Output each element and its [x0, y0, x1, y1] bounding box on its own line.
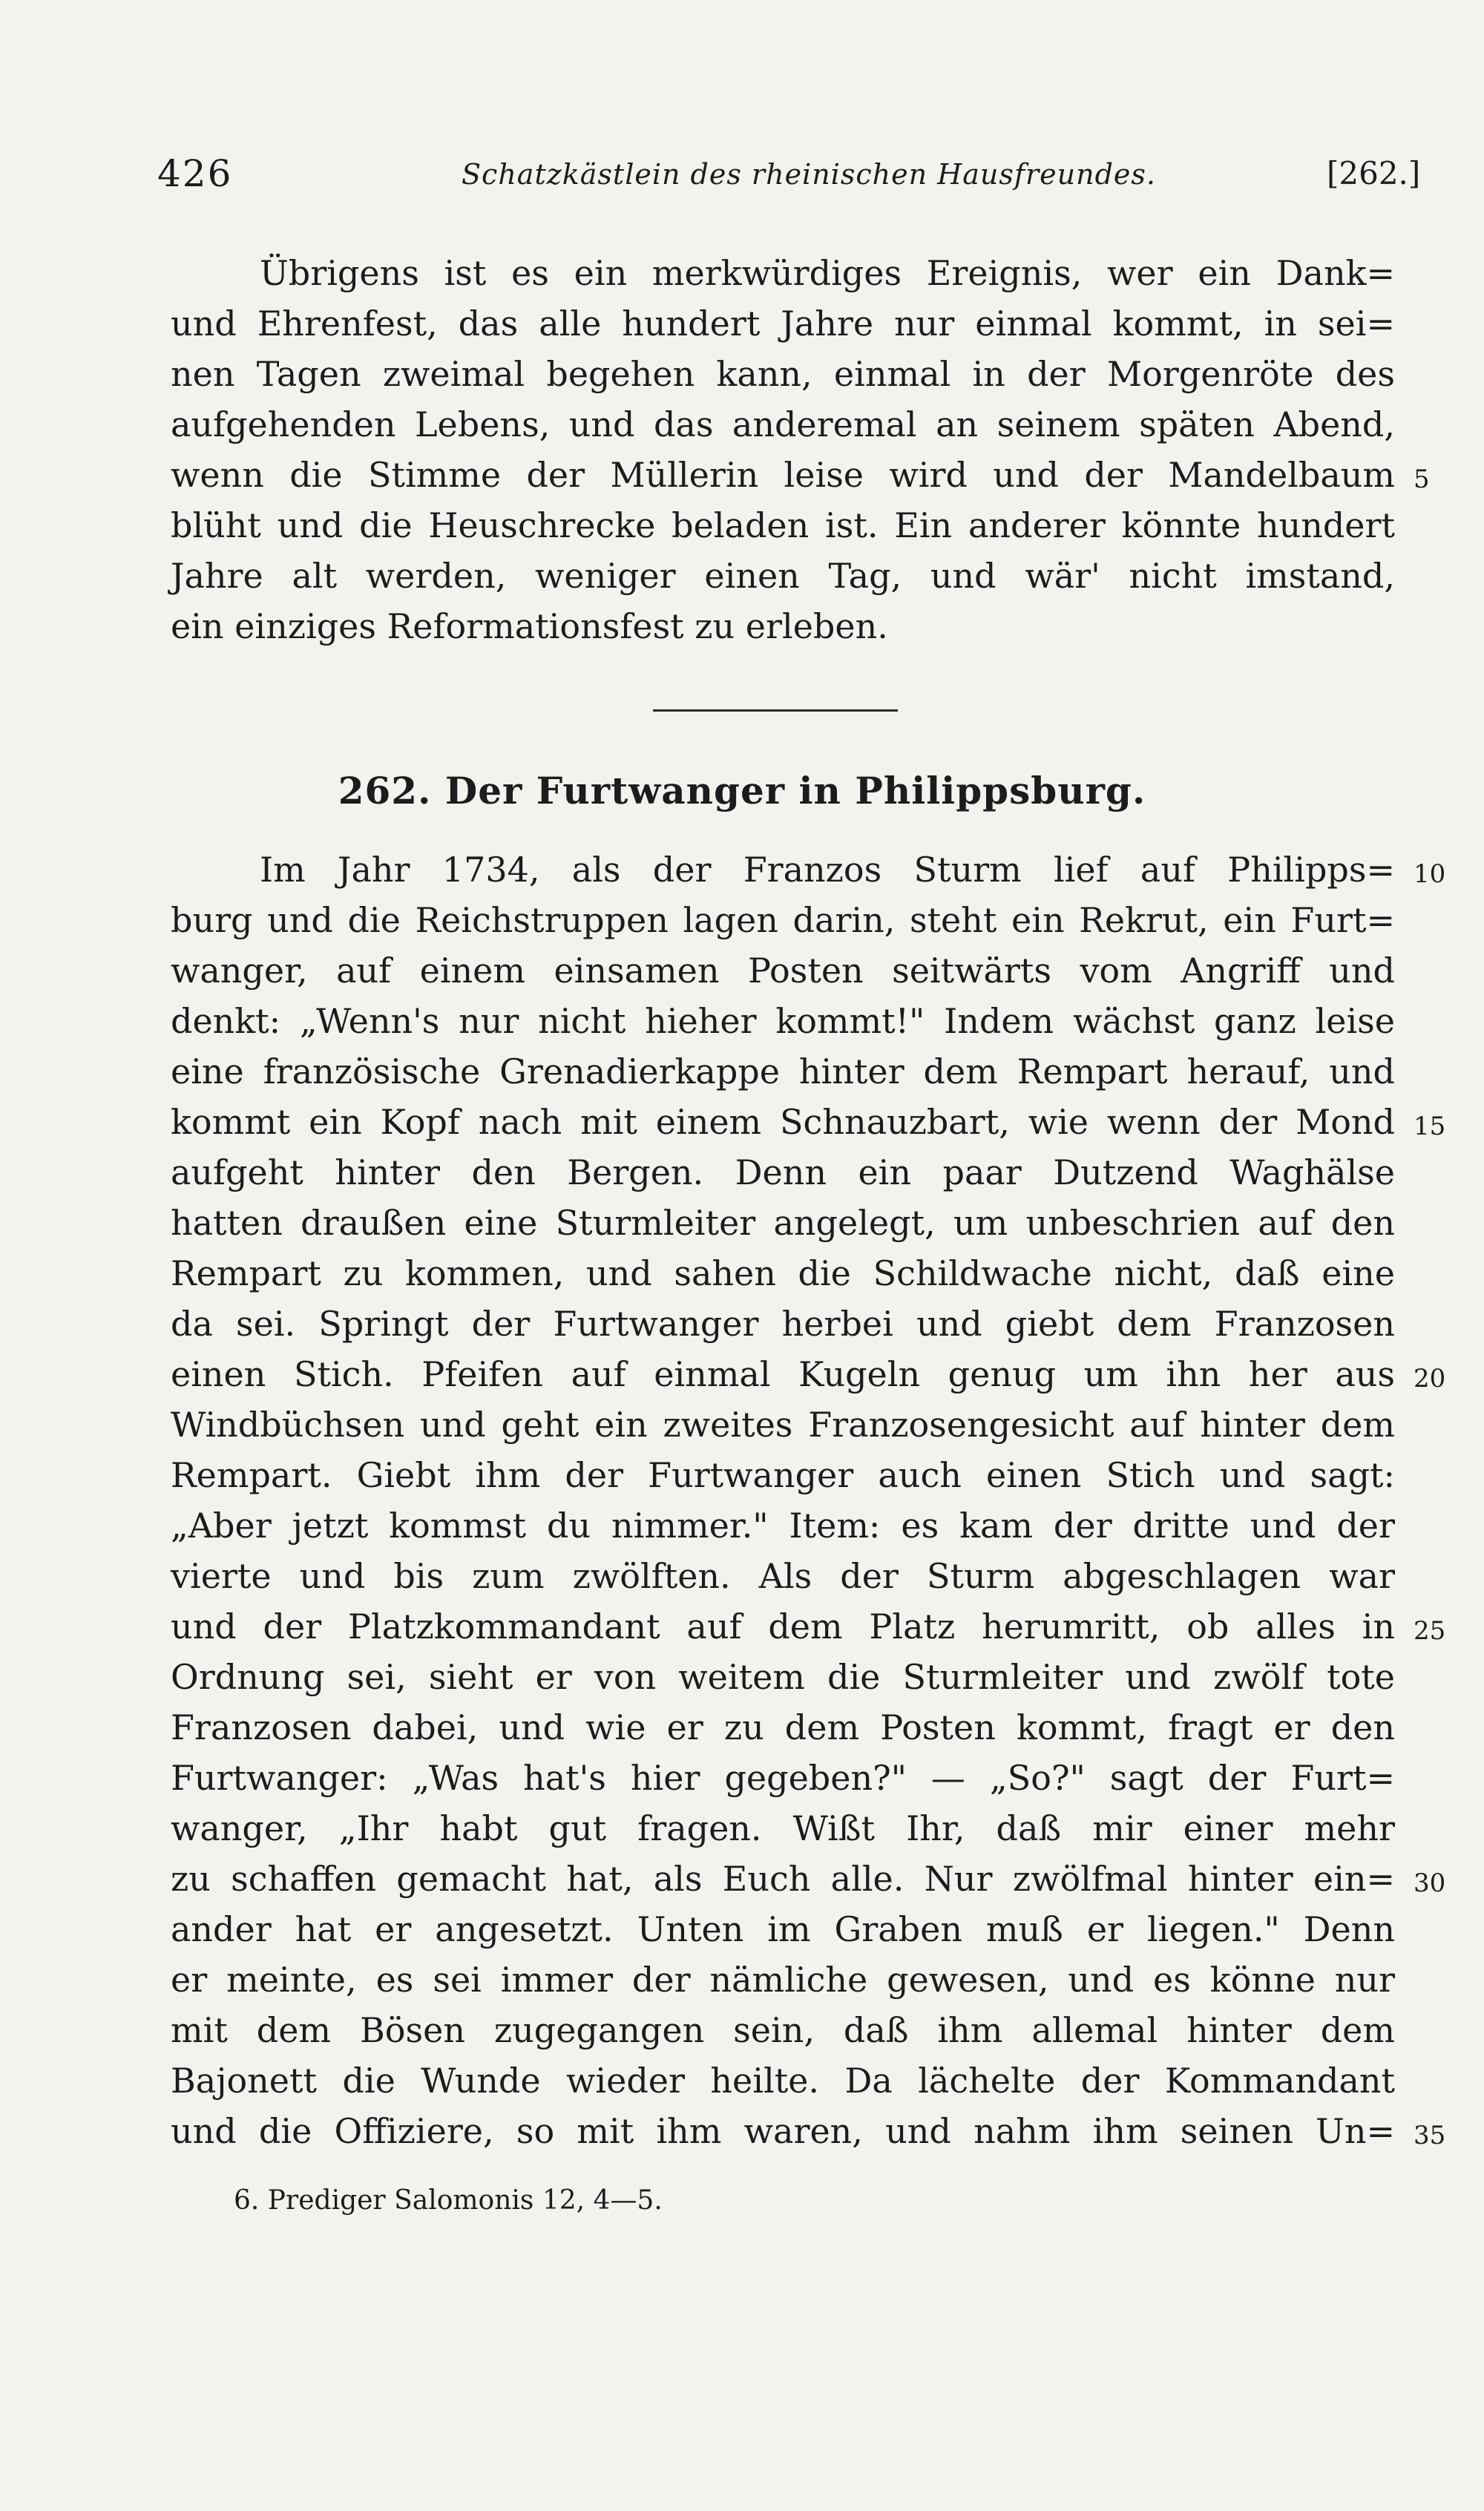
- line-number: 30: [1414, 1868, 1446, 1898]
- text-line: mit dem Bösen zugegangen sein, daß ihm allemal hinter dem: [171, 2010, 1395, 2050]
- text-line: Jahre alt werden, weniger einen Tag, und wär' nicht imstand,: [171, 556, 1395, 596]
- text-line: wanger, auf einem einsamen Posten seitwärts vom Angriff und: [171, 951, 1395, 991]
- text-line: ander hat er angesetzt. Unten im Graben muß er liegen." Denn: [171, 1909, 1395, 1949]
- paragraph-furtwanger: [171, 844, 1395, 2156]
- footnote: 6. Prediger Salomonis 12, 4—5.: [234, 2185, 663, 2216]
- page-header: [0, 152, 1484, 204]
- text-line: Furtwanger: „Was hat's hier gegeben?" — „So?" sagt der Furt=: [171, 1758, 1395, 1798]
- text-line: Windbüchsen und geht ein zweites Franzosengesicht auf hinter dem: [171, 1405, 1395, 1445]
- text-line: vierte und bis zum zwölften. Als der Sturm abgeschlagen war: [171, 1556, 1395, 1596]
- text-line: aufgehenden Lebens, und das anderemal an seinem späten Abend,: [171, 404, 1395, 444]
- section-title: 262. Der Furtwanger in Philippsburg.: [338, 769, 1146, 813]
- text-line: nen Tagen zweimal begehen kann, einmal in der Morgenröte des: [171, 354, 1395, 394]
- text-line: Ordnung sei, sieht er von weitem die Sturmleiter und zwölf tote: [171, 1657, 1395, 1697]
- text-line: kommt ein Kopf nach mit einem Schnauzbart, wie wenn der Mond: [171, 1102, 1395, 1142]
- text-line: Übrigens ist es ein merkwürdiges Ereignis, wer ein Dank=: [260, 253, 1395, 293]
- text-line: ein einziges Reformationsfest zu erleben.: [171, 606, 888, 646]
- text-line: denkt: „Wenn's nur nicht hieher kommt!" Indem wächst ganz leise: [171, 1001, 1395, 1041]
- text-line: und der Platzkommandant auf dem Platz herumritt, ob alles in: [171, 1606, 1395, 1647]
- text-line: er meinte, es sei immer der nämliche gewesen, und es könne nur: [171, 1960, 1395, 2000]
- text-line: wenn die Stimme der Müllerin leise wird und der Mandelbaum: [171, 455, 1395, 495]
- line-number: 35: [1414, 2121, 1446, 2150]
- line-number: 5: [1414, 465, 1430, 494]
- text-line: zu schaffen gemacht hat, als Euch alle. Nur zwölfmal hinter ein=: [171, 1859, 1395, 1899]
- text-line: eine französische Grenadierkappe hinter dem Rempart herauf, und: [171, 1051, 1395, 1092]
- text-line: und Ehrenfest, das alle hundert Jahre nur einmal kommt, in sei=: [171, 303, 1395, 344]
- text-line: aufgeht hinter den Bergen. Denn ein paar Dutzend Waghälse: [171, 1152, 1395, 1192]
- text-line: einen Stich. Pfeifen auf einmal Kugeln genug um ihn her aus: [171, 1354, 1395, 1394]
- text-line: Rempart zu kommen, und sahen die Schildwache nicht, daß eine: [171, 1253, 1395, 1293]
- text-line: Franzosen dabei, und wie er zu dem Posten kommt, fragt er den: [171, 1707, 1395, 1747]
- section-divider: [653, 709, 898, 712]
- line-number: 10: [1414, 859, 1446, 889]
- line-number: 20: [1414, 1364, 1446, 1394]
- text-line: da sei. Springt der Furtwanger herbei und giebt dem Franzosen: [171, 1304, 1395, 1344]
- text-line: Rempart. Giebt ihm der Furtwanger auch einen Stich und sagt:: [171, 1455, 1395, 1495]
- running-title: Schatzkästlein des rheinischen Hausfreundes.: [462, 158, 1156, 191]
- text-line: burg und die Reichstruppen lagen darin, steht ein Rekrut, ein Furt=: [171, 900, 1395, 940]
- text-line: Bajonett die Wunde wieder heilte. Da lächelte der Kommandant: [171, 2061, 1395, 2101]
- text-line: Im Jahr 1734, als der Franzos Sturm lief auf Philipps=: [260, 850, 1395, 890]
- text-line: blüht und die Heuschrecke beladen ist. Ein anderer könnte hundert: [171, 505, 1395, 545]
- text-line: „Aber jetzt kommst du nimmer." Item: es kam der dritte und der: [171, 1506, 1395, 1546]
- line-number: 15: [1414, 1112, 1446, 1141]
- text-line: wanger, „Ihr habt gut fragen. Wißt Ihr, daß mir einer mehr: [171, 1808, 1395, 1848]
- text-line: hatten draußen eine Sturmleiter angelegt, um unbeschrien auf den: [171, 1203, 1395, 1243]
- line-number: 25: [1414, 1616, 1446, 1646]
- page-number: 426: [157, 152, 233, 195]
- section-reference: [262.]: [1327, 155, 1421, 191]
- paragraph-reformation: [171, 248, 1395, 651]
- text-line: und die Offiziere, so mit ihm waren, und nahm ihm seinen Un=: [171, 2111, 1395, 2151]
